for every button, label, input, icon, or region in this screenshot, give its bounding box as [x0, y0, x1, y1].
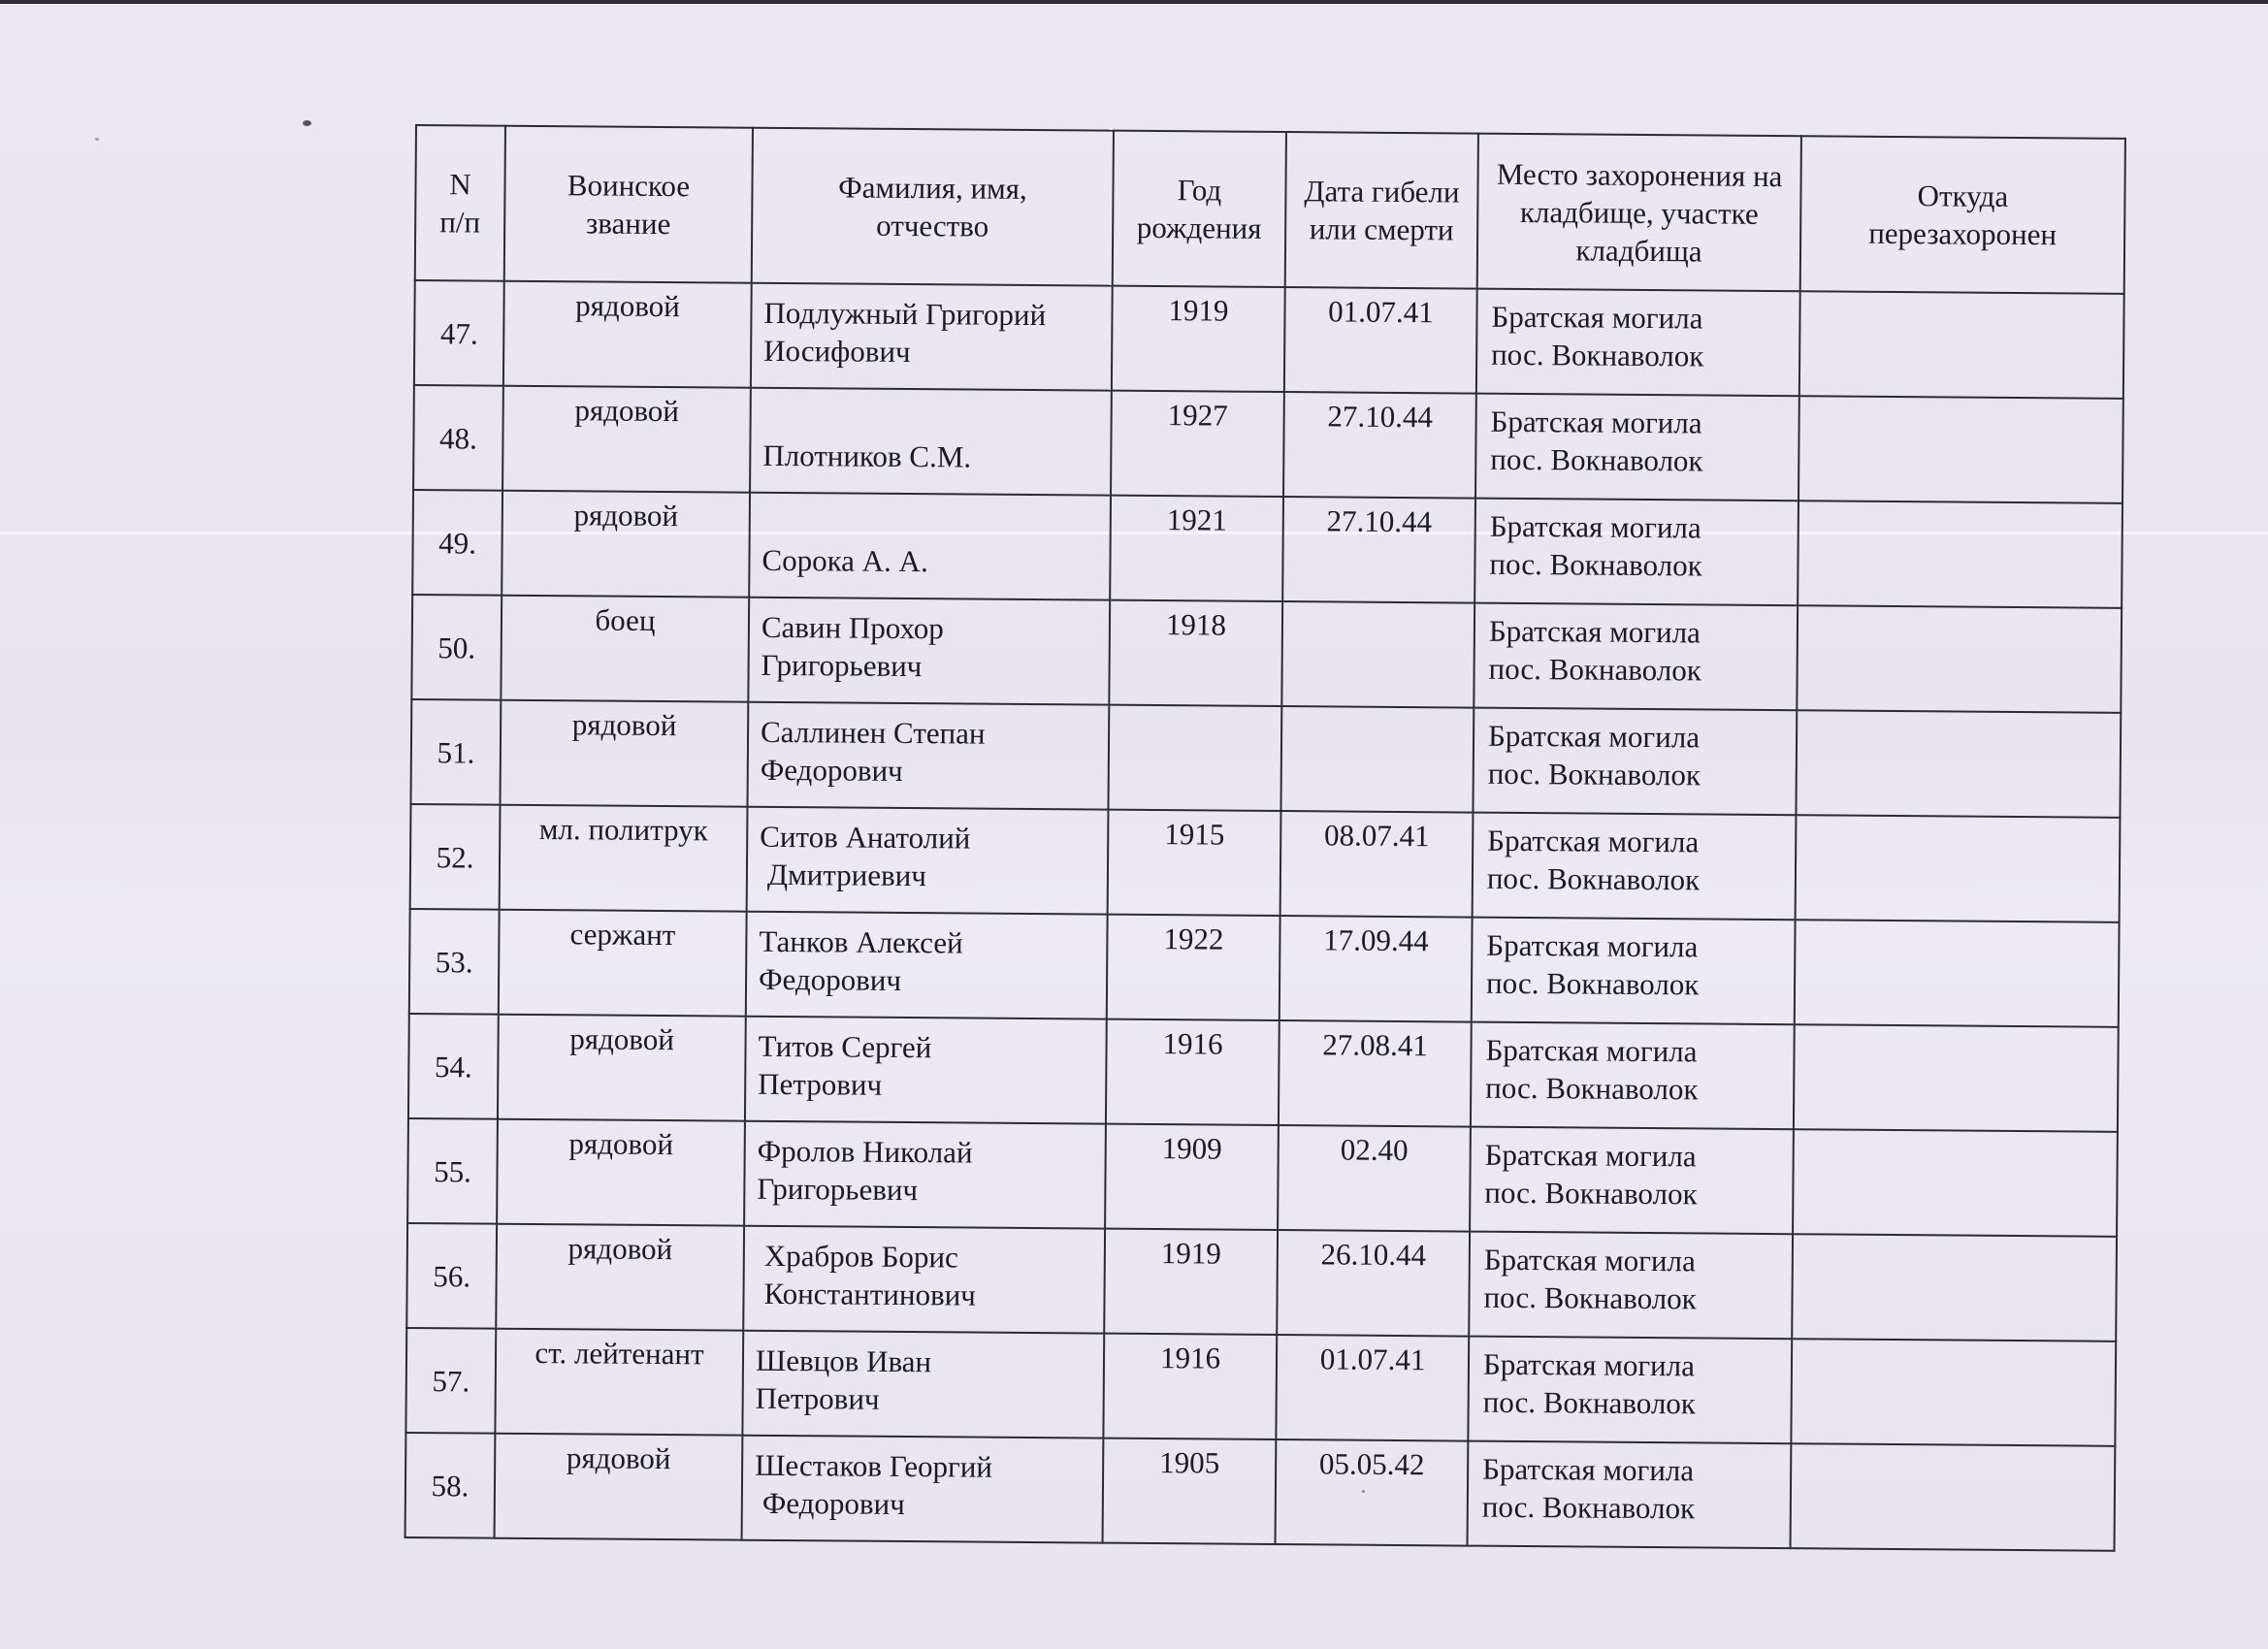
- table-row: [414, 280, 2124, 399]
- place-line-1: Братская могила: [1482, 1346, 1696, 1383]
- reburied-from: [1797, 605, 2122, 713]
- name-line-2: Федорович: [760, 752, 903, 788]
- birth-year: 1909: [1105, 1124, 1279, 1230]
- burial-place: [1475, 394, 1799, 501]
- death-date: 27.10.44: [1283, 392, 1476, 499]
- place-line-1: Братская могила: [1482, 1451, 1695, 1488]
- table-row: [411, 595, 2122, 713]
- dust-speck: [95, 138, 99, 141]
- place-line-2: пос. Вокнаволок: [1483, 1279, 1697, 1316]
- table-row: [408, 1014, 2119, 1132]
- birth-year: 1919: [1112, 286, 1285, 392]
- military-rank: боец: [501, 596, 749, 702]
- full-name: [742, 1436, 1104, 1543]
- military-rank: рядовой: [503, 281, 752, 388]
- row-number: 52.: [410, 804, 501, 910]
- name-line-1: Саллинен Степан: [760, 714, 986, 751]
- burial-place: [1473, 708, 1797, 816]
- place-line-1: Братская могила: [1483, 1242, 1696, 1278]
- name-line-2: Плотников С.М.: [762, 437, 972, 474]
- name-line-1: [762, 503, 1110, 544]
- place-line-2: пос. Вокнаволок: [1485, 965, 1700, 1002]
- place-line-1: Братская могила: [1487, 718, 1701, 755]
- burial-place: [1472, 918, 1796, 1025]
- place-line-2: пос. Вокнаволок: [1487, 756, 1701, 792]
- name-line-2: Иосифович: [763, 333, 911, 370]
- row-number: 53.: [409, 909, 500, 1015]
- name-line-2: Сорока А. А.: [761, 542, 928, 579]
- reburied-from: [1792, 1234, 2117, 1342]
- row-number: 56.: [406, 1223, 497, 1329]
- reburied-from: [1796, 815, 2121, 922]
- row-number: 54.: [408, 1014, 499, 1119]
- row-number: 51.: [410, 699, 501, 805]
- name-line-2: Григорьевич: [761, 647, 923, 684]
- death-date: 26.10.44: [1277, 1230, 1470, 1337]
- birth-year: 1919: [1104, 1229, 1278, 1335]
- place-line-1: Братская могила: [1488, 613, 1701, 650]
- burial-place: [1468, 1441, 1792, 1549]
- birth-year: 1905: [1103, 1439, 1277, 1544]
- reburied-from: [1799, 291, 2124, 399]
- place-line-1: Братская могила: [1485, 1032, 1698, 1069]
- full-name: [746, 912, 1108, 1019]
- birth-year: 1916: [1106, 1019, 1280, 1125]
- burial-place: [1471, 1022, 1795, 1130]
- burial-place: [1474, 499, 1798, 606]
- name-line-2: Федорович: [758, 961, 902, 997]
- military-rank: рядовой: [498, 1015, 746, 1121]
- name-line-2: Петрович: [755, 1380, 880, 1416]
- full-name: [742, 1331, 1104, 1439]
- place-line-1: Братская могила: [1489, 508, 1701, 545]
- death-date: 02.40: [1278, 1125, 1471, 1232]
- name-line-1: Савин Прохор: [761, 609, 945, 646]
- name-line-1: Титов Сергей: [758, 1028, 932, 1065]
- death-date: 27.10.44: [1282, 497, 1475, 603]
- full-name: [750, 388, 1112, 496]
- place-line-1: Братская могила: [1486, 927, 1699, 964]
- row-number: 47.: [414, 280, 504, 386]
- row-number: 50.: [411, 595, 502, 700]
- header-row: [415, 125, 2125, 294]
- burial-place: [1473, 813, 1797, 921]
- place-line-1: Братская могила: [1490, 404, 1702, 440]
- header-name: Фамилия, имя, отчество: [752, 128, 1114, 286]
- death-date: 17.09.44: [1280, 916, 1473, 1022]
- burial-place: [1470, 1127, 1794, 1235]
- reburied-from: [1798, 501, 2122, 608]
- military-rank: рядовой: [497, 1119, 745, 1226]
- scan-top-edge: [0, 0, 2268, 4]
- reburied-from: [1798, 396, 2123, 503]
- full-name: [744, 1121, 1106, 1229]
- birth-year: 1918: [1109, 600, 1282, 706]
- header-reburied-from: Откуда перезахоронен: [1800, 136, 2125, 294]
- military-rank: ст. лейтенант: [495, 1329, 743, 1436]
- full-name: [751, 283, 1113, 391]
- military-rank: рядовой: [502, 491, 750, 598]
- name-line-1: [762, 399, 1110, 439]
- military-rank: сержант: [499, 910, 747, 1017]
- row-number: 58.: [405, 1433, 496, 1538]
- military-rank: мл. политрук: [500, 805, 748, 912]
- header-rank: Воинское звание: [504, 126, 753, 283]
- birth-year: 1915: [1108, 810, 1281, 916]
- table-row: [405, 1433, 2116, 1551]
- row-number: 49.: [412, 490, 502, 596]
- table-row: [409, 909, 2120, 1027]
- name-line-2: Федорович: [761, 1485, 905, 1522]
- name-line-1: Подлужный Григорий: [763, 295, 1047, 333]
- military-rank: рядовой: [500, 700, 748, 807]
- reburied-from: [1791, 1339, 2116, 1446]
- birth-year: 1916: [1103, 1334, 1277, 1439]
- name-line-1: Шестаков Георгий: [755, 1447, 993, 1484]
- name-line-1: Шевцов Иван: [755, 1342, 932, 1379]
- name-line-2: Григорьевич: [757, 1171, 919, 1208]
- reburied-from: [1796, 710, 2121, 818]
- table-row: [406, 1223, 2117, 1342]
- table-row: [413, 385, 2123, 503]
- death-date: [1280, 706, 1474, 813]
- header-birth-year: Год рождения: [1113, 131, 1286, 287]
- death-date: [1281, 601, 1474, 708]
- row-number: 48.: [413, 385, 503, 491]
- place-line-1: Братская могила: [1487, 823, 1700, 859]
- header-burial-place: Место захоронения на кладбище, участке кладбища: [1477, 134, 1801, 292]
- table-row: [410, 804, 2121, 922]
- place-line-1: Братская могила: [1491, 299, 1703, 336]
- full-name: [747, 702, 1109, 810]
- name-line-2: Дмитриевич: [766, 857, 927, 893]
- place-line-2: пос. Вокнаволок: [1491, 337, 1704, 373]
- table-row: [412, 490, 2122, 608]
- name-line-2: Петрович: [758, 1066, 883, 1102]
- reburied-from: [1791, 1443, 2116, 1551]
- place-line-2: пос. Вокнаволок: [1488, 651, 1702, 688]
- reburied-from: [1793, 1129, 2118, 1237]
- row-number: 57.: [405, 1328, 496, 1434]
- place-line-2: пос. Вокнаволок: [1484, 1175, 1698, 1212]
- name-line-1: Храбров Борис: [763, 1238, 958, 1275]
- death-date: 01.07.41: [1276, 1335, 1469, 1441]
- birth-year: 1922: [1107, 915, 1280, 1020]
- burial-place: [1476, 289, 1800, 397]
- burial-place: [1474, 603, 1798, 711]
- name-line-1: Ситов Анатолий: [760, 819, 971, 856]
- death-date: 01.07.41: [1284, 287, 1477, 394]
- row-number: 55.: [407, 1118, 498, 1224]
- birth-year: 1921: [1110, 496, 1283, 601]
- full-name: [747, 807, 1109, 915]
- dust-speck: [303, 120, 311, 126]
- full-name: [748, 598, 1110, 705]
- military-rank: рядовой: [502, 386, 751, 493]
- header-num: N п/п: [415, 125, 505, 281]
- table-row: [407, 1118, 2118, 1237]
- burial-place: [1469, 1232, 1793, 1340]
- full-name: [743, 1226, 1105, 1334]
- name-line-2: Константинович: [763, 1276, 976, 1312]
- death-date: 27.08.41: [1279, 1020, 1472, 1127]
- birth-year: 1927: [1111, 391, 1284, 497]
- reburied-from: [1795, 920, 2120, 1027]
- burial-place: [1468, 1337, 1792, 1444]
- military-rank: рядовой: [496, 1224, 744, 1331]
- header-death-date: Дата гибели или смерти: [1285, 132, 1478, 289]
- military-rank: рядовой: [495, 1434, 743, 1540]
- death-date: 08.07.41: [1280, 811, 1474, 918]
- table-body: [405, 280, 2124, 1551]
- name-line-1: Фролов Николай: [757, 1133, 973, 1170]
- place-line-2: пос. Вокнаволок: [1485, 1070, 1699, 1107]
- death-date: 05.05.42: [1276, 1439, 1469, 1546]
- full-name: [745, 1017, 1107, 1124]
- place-line-2: пос. Вокнаволок: [1482, 1384, 1697, 1421]
- full-name: [749, 493, 1111, 600]
- place-line-2: пос. Вокнаволок: [1489, 546, 1702, 583]
- birth-year: [1108, 705, 1281, 811]
- place-line-2: пос. Вокнаволок: [1481, 1489, 1696, 1526]
- reburied-from: [1794, 1024, 2119, 1132]
- table-row: [405, 1328, 2116, 1446]
- burial-registry-table: [405, 124, 2126, 1552]
- place-line-2: пос. Вокнаволок: [1486, 860, 1701, 897]
- name-line-1: Танков Алексей: [759, 923, 963, 960]
- table-row: [410, 699, 2121, 818]
- place-line-2: пос. Вокнаволок: [1490, 441, 1703, 478]
- place-line-1: Братская могила: [1484, 1137, 1697, 1174]
